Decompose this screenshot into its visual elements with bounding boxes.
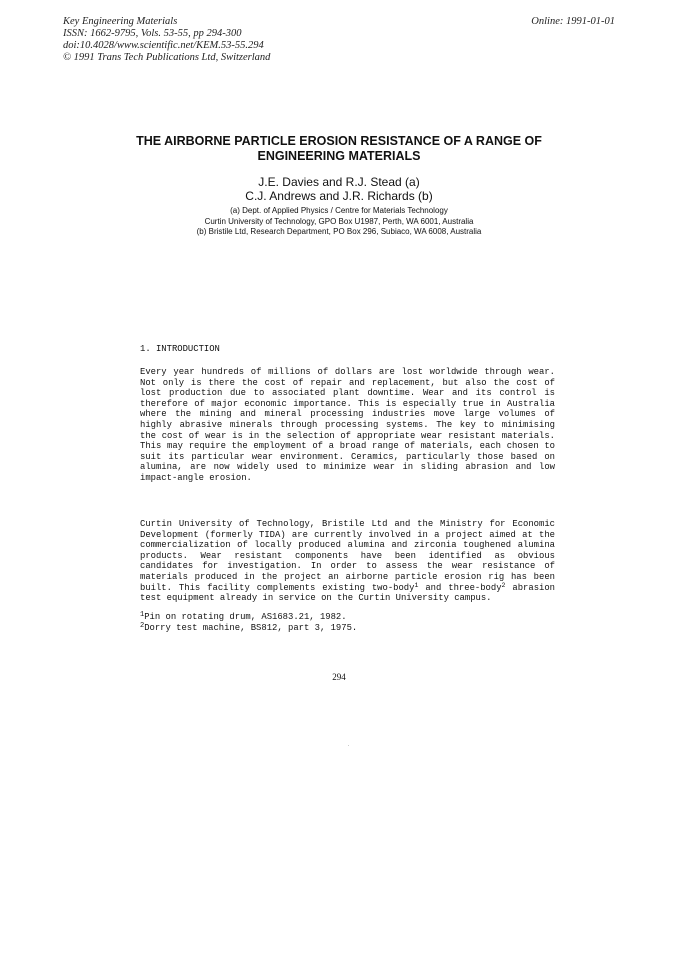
paragraph-2-main: Curtin University of Technology, Bristile Ltd and the Ministry for Economic Development (formerly TIDA) are currently involved in a project aimed at the commercialization of locally produced alumina and zirconia toughened alumina products. Wear resistant components have been identified as obvious candidates for investigation. In order to assess the wear resistance of materials produced in the project an airborne particle erosion rig has been built. This facility complements existing two-body bbox=[140, 519, 555, 593]
intro-paragraph-1: Every year hundreds of millions of dollars are lost worldwide through wear. Not only is there the cost of repair and replacement, but also the cost of lost production due to associated plant downtime. Wear and its control is therefore of major economic importance. This is especially true in Australia where the mining and mineral processing industries move large volumes of highly abrasive minerals through processing systems. The key to minimising the cost of wear is in the selection of appropriate wear resistant materials. This may require the employment of a broad range of materials, each chosen to suit its particular wear environment. Ceramics, particularly those based on alumina, are now widely used to minimize wear in sliding abrasion and low impact-angle erosion. bbox=[140, 367, 555, 483]
author-list bbox=[0, 176, 678, 203]
online-date: Online: 1991-01-01 bbox=[531, 16, 615, 27]
journal-header bbox=[63, 16, 270, 64]
section-heading: 1. INTRODUCTION bbox=[140, 344, 220, 354]
footnote-2 bbox=[140, 623, 357, 634]
journal-name: Key Engineering Materials bbox=[63, 16, 178, 27]
page-number: 294 bbox=[332, 672, 346, 682]
affiliation-b: (b) Bristile Ltd, Research Department, PO Box 296, Subiaco, WA 6008, Australia bbox=[196, 227, 482, 236]
issn-line: ISSN: 1662-9795, Vols. 53-55, pp 294-300 bbox=[63, 28, 242, 39]
footnote-ref-1[interactable]: 1 bbox=[414, 581, 419, 589]
footnote-2-number: 2 bbox=[140, 621, 145, 630]
footnote-1 bbox=[140, 612, 357, 623]
affiliations bbox=[0, 206, 678, 238]
doi-link[interactable]: doi:10.4028/www.scientific.net/KEM.53-55.294 bbox=[63, 40, 264, 51]
paper-title bbox=[0, 134, 678, 164]
authors-line-1: J.E. Davies and R.J. Stead (a) bbox=[258, 175, 420, 189]
authors-line-2: C.J. Andrews and J.R. Richards (b) bbox=[245, 188, 433, 203]
title-line-2: ENGINEERING MATERIALS bbox=[257, 149, 421, 163]
scan-artifact bbox=[348, 745, 349, 746]
paragraph-2-mid: and three-body bbox=[418, 582, 502, 593]
intro-paragraph-2 bbox=[140, 519, 555, 604]
footnotes bbox=[140, 612, 357, 633]
footnote-2-text: Dorry test machine, BS812, part 3, 1975. bbox=[144, 622, 358, 633]
affiliation-a-address: Curtin University of Technology, GPO Box U1987, Perth, WA 6001, Australia bbox=[204, 216, 474, 226]
footnote-1-number: 1 bbox=[140, 611, 145, 619]
footnote-1-text: Pin on rotating drum, AS1683.21, 1982. bbox=[144, 612, 347, 622]
title-line-1: THE AIRBORNE PARTICLE EROSION RESISTANCE OF A RANGE OF bbox=[136, 134, 542, 148]
copyright-line: © 1991 Trans Tech Publications Ltd, Switzerland bbox=[63, 52, 271, 63]
affiliation-a-dept: (a) Dept. of Applied Physics / Centre for Materials Technology bbox=[230, 206, 448, 215]
paragraph-2-end: abrasion test equipment already in service on the Curtin University campus. bbox=[140, 582, 556, 604]
footnote-ref-2[interactable]: 2 bbox=[501, 581, 506, 589]
